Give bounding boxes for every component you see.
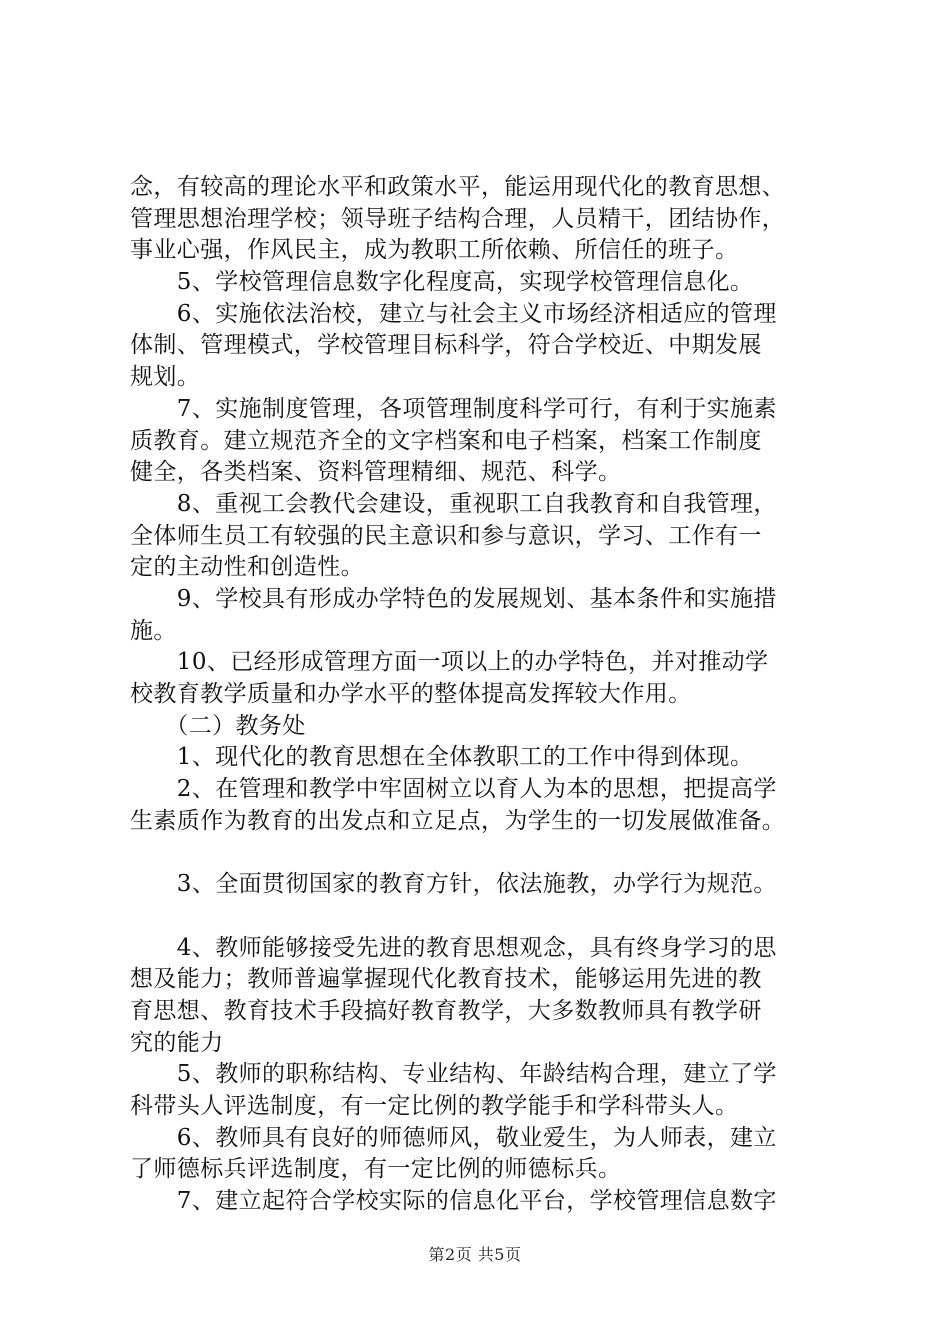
body-line: 管理思想治理学校；领导班子结构合理，人员精干，团结协作，	[130, 205, 786, 232]
blank-line	[130, 837, 860, 869]
body-line: 生素质作为教育的出发点和立足点，为学生的一切发展做准备。	[130, 807, 786, 834]
body-line: 质教育。建立规范齐全的文字档案和电子档案，档案工作制度	[130, 427, 762, 454]
body-line: 6、教师具有良好的师德师风，敬业爱生，为人师表，建立	[130, 1124, 777, 1151]
body-line: 5、教师的职称结构、专业结构、年龄结构合理，建立了学	[130, 1061, 777, 1088]
body-line: 9、学校具有形成办学特色的发展规划、基本条件和实施措	[130, 585, 777, 612]
body-line: 2、在管理和教学中牢固树立以育人为本的思想，把提高学	[130, 776, 777, 803]
body-line: 究的能力	[130, 1029, 224, 1056]
body-line: 10、已经形成管理方面一项以上的办学特色，并对推动学	[130, 649, 769, 676]
body-line: 事业心强，作风民主，成为教职工所依赖、所信任的班子。	[130, 237, 739, 264]
body-line: 定的主动性和创造性。	[130, 554, 364, 581]
body-line: 健全，各类档案、资料管理精细、规范、科学。	[130, 459, 622, 486]
body-line: 1、现代化的教育思想在全体教职工的工作中得到体现。	[130, 744, 754, 771]
body-line: 6、实施依法治校，建立与社会主义市场经济相适应的管理	[130, 300, 777, 327]
body-line: 5、学校管理信息数字化程度高，实现学校管理信息化。	[130, 269, 754, 296]
body-line: 7、实施制度管理，各项管理制度科学可行，有利于实施素	[130, 395, 777, 422]
body-line: 规划。	[130, 364, 201, 391]
body-line: 全体师生员工有较强的民主意识和参与意识，学习、工作有一	[130, 522, 762, 549]
body-line: 育思想、教育技术手段搞好教育教学，大多数教师具有教学研	[130, 997, 762, 1024]
body-line: 念，有较高的理论水平和政策水平，能运用现代化的教育思想、	[130, 174, 786, 200]
body-line: （二）教务处	[130, 712, 306, 739]
body-line: 施。	[130, 617, 177, 644]
page-footer: 第2页 共5页	[428, 1245, 522, 1264]
blank-line	[130, 901, 860, 933]
body-line: 体制、管理模式，学校管理目标科学，符合学校近、中期发展	[130, 332, 762, 359]
body-line: 4、教师能够接受先进的教育思想观念，具有终身学习的思	[130, 934, 777, 961]
document-body	[130, 172, 860, 1218]
body-line: 8、重视工会教代会建设，重视职工自我教育和自我管理，	[130, 490, 777, 517]
body-line: 7、建立起符合学校实际的信息化平台，学校管理信息数字	[130, 1188, 777, 1214]
body-line: 了师德标兵评选制度，有一定比例的师德标兵。	[130, 1156, 622, 1183]
body-line: 想及能力；教师普遍掌握现代化教育技术，能够运用先进的教	[130, 966, 762, 993]
body-line: 3、全面贯彻国家的教育方针，依法施教，办学行为规范。	[130, 871, 777, 898]
body-line: 科带头人评选制度，有一定比例的教学能手和学科带头人。	[130, 1092, 739, 1119]
body-line: 校教育教学质量和办学水平的整体提高发挥较大作用。	[130, 681, 692, 707]
